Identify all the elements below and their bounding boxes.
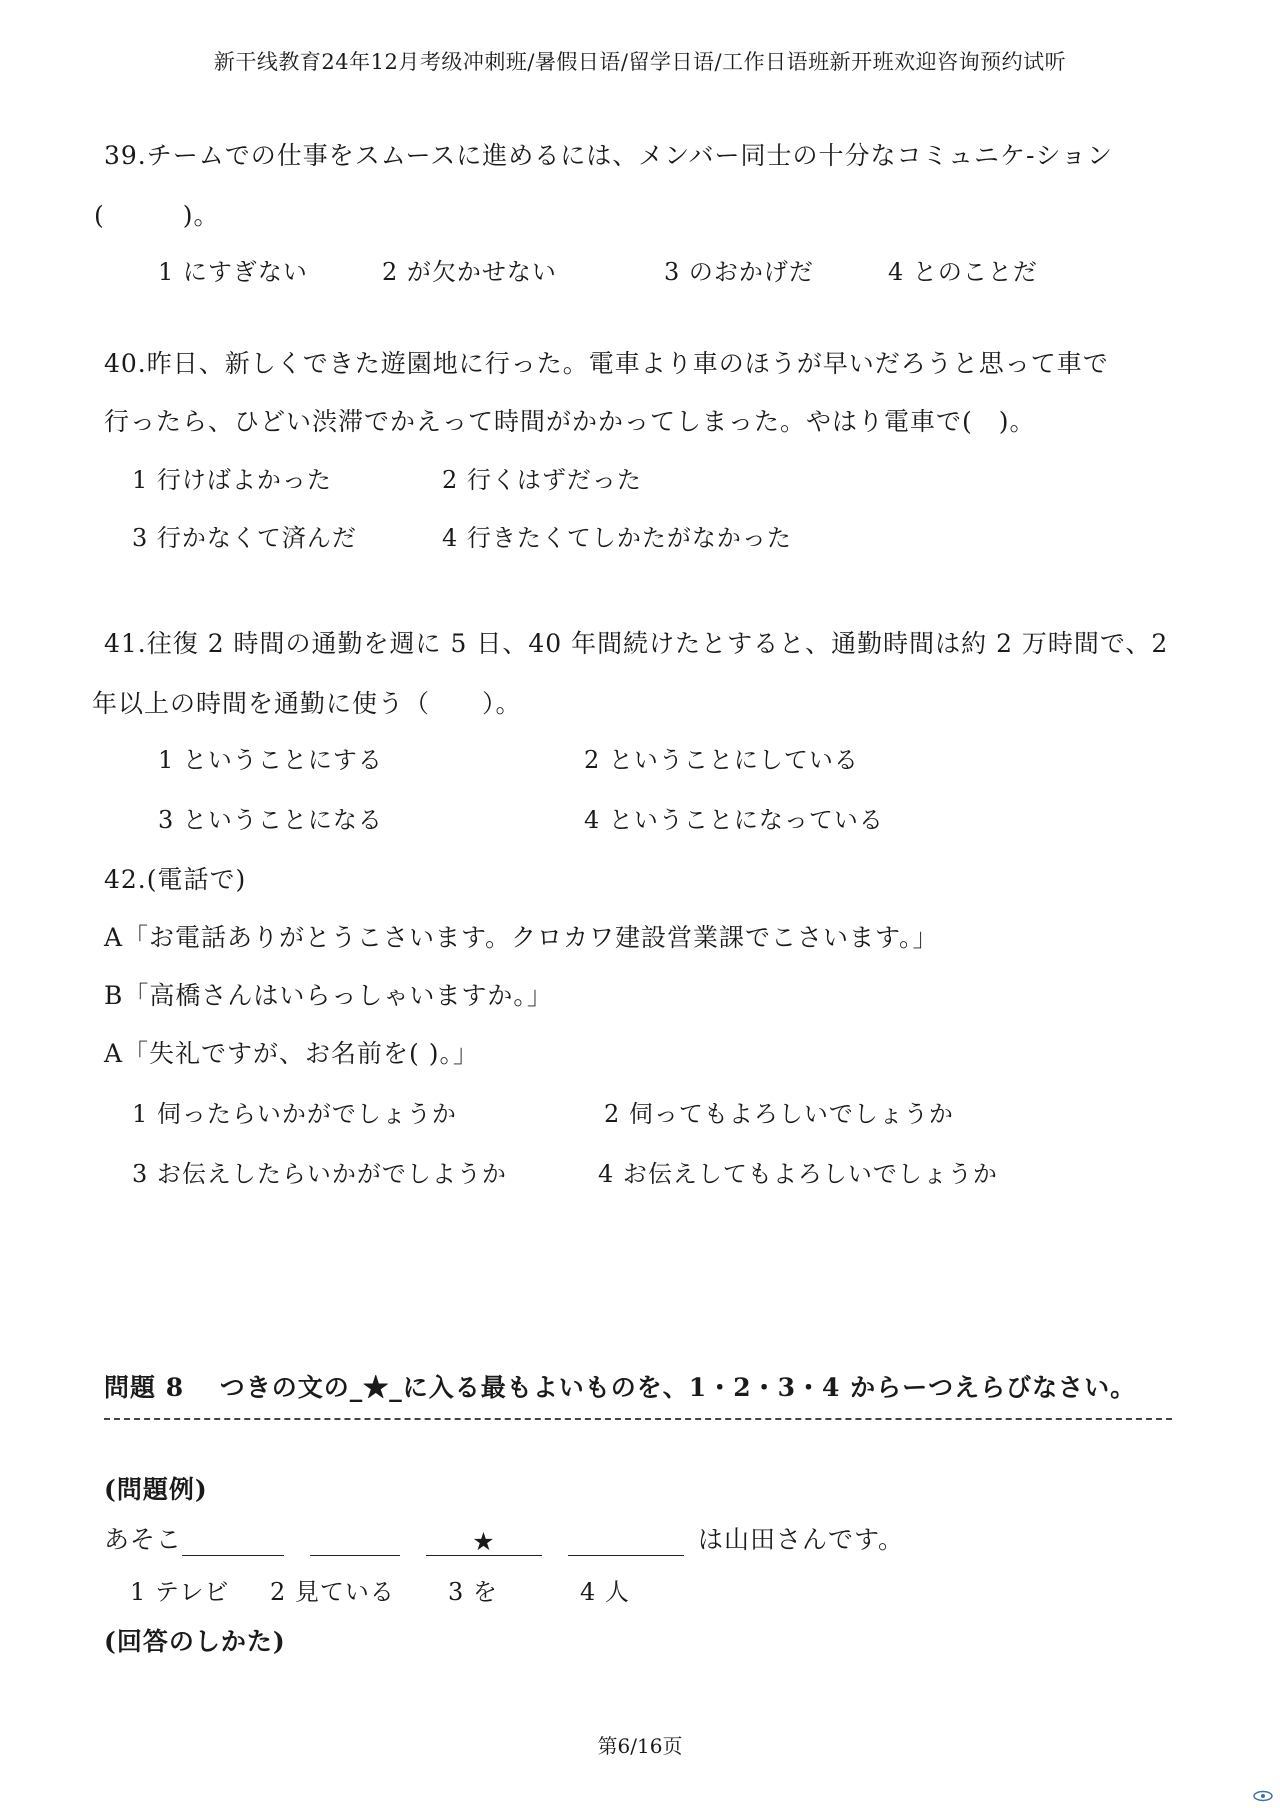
q41-text-line2: 年以上の時間を通勤に使う（ ）。: [92, 689, 522, 718]
example-option-2: 2 見ている: [270, 1578, 395, 1606]
blank-2: [310, 1529, 400, 1556]
example-sentence: [104, 1520, 904, 1556]
page-number: 第6/16页: [597, 1734, 683, 1758]
q39-option-4: 4 とのことだ: [888, 258, 1038, 286]
q40-text-line2: 行ったら、ひどい渋滞でかえって時間がかかってしまった。やはり電車で( )。: [104, 407, 1036, 436]
q39-option-3: 3 のおかげだ: [664, 258, 814, 286]
answer-method-label: (回答のしかた): [104, 1627, 286, 1656]
q41-option-2: 2 ということにしている: [584, 746, 859, 774]
watermark-logo-icon: [1252, 1790, 1274, 1802]
blank-4: [568, 1529, 684, 1556]
q40-option-1: 1 行けばよかった: [132, 466, 332, 494]
q42-option-3: 3 お伝えしたらいかがでしようか: [132, 1160, 507, 1188]
example-option-4: 4 人: [580, 1578, 630, 1606]
example-option-3: 3 を: [448, 1578, 498, 1606]
example-label: (問題例): [104, 1475, 208, 1504]
q42-option-2: 2 伺ってもよろしいでしょうか: [604, 1100, 954, 1128]
q42-line-a1: A「お電話ありがとうこさいます。クロカワ建設営業課でこさいます。」: [104, 923, 939, 952]
q42-line-a2: A「失礼ですが、お名前を( )。」: [104, 1039, 480, 1068]
q42-line-b: B「高橋さんはいらっしゃいますか。」: [104, 981, 553, 1010]
blank-1: [182, 1529, 284, 1556]
example-option-1: 1 テレビ: [130, 1578, 230, 1606]
blank-3-star: [426, 1529, 542, 1556]
q40-option-2: 2 行くはずだった: [442, 466, 642, 494]
q40-option-4: 4 行きたくてしかたがなかった: [442, 524, 792, 552]
q39-option-1: 1 にすぎない: [158, 258, 308, 286]
q39-option-2: 2 が欠かせない: [382, 258, 557, 286]
star-icon: ★: [472, 1527, 496, 1556]
q41-option-3: 3 ということになる: [158, 806, 383, 834]
q40-option-3: 3 行かなくて済んだ: [132, 524, 357, 552]
section-divider: [104, 1418, 1172, 1420]
q42-option-1: 1 伺ったらいかがでしょうか: [132, 1100, 457, 1128]
mondai8-heading: 問題 8 つきの文の_★_に入る最もよいものを、1・2・3・4 からーつえらびなさい。: [104, 1373, 1137, 1402]
q39-text-line1: 39.チームでの仕事をスムースに進めるには、メンバー同士の十分なコミュニケ-ション: [104, 141, 1113, 170]
q41-text-line1: 41.往復 2 時間の通勤を週に 5 日、40 年間続けたとすると、通勤時間は約 2 万時間で、2: [104, 629, 1169, 658]
q39-text-line2: ( )。: [94, 201, 220, 230]
q42-title: 42.(電話で): [104, 865, 247, 894]
page-header: 新干线教育24年12月考级冲刺班/暑假日语/留学日语/工作日语班新开班欢迎咨询预约试听: [213, 50, 1067, 74]
q41-option-1: 1 ということにする: [158, 746, 383, 774]
example-prefix: あそこ: [104, 1525, 183, 1554]
q40-text-line1: 40.昨日、新しくできた遊園地に行った。電車より車のほうが早いだろうと思って車で: [104, 349, 1109, 378]
example-suffix: は山田さんです。: [698, 1525, 905, 1554]
q41-option-4: 4 ということになっている: [584, 806, 884, 834]
q42-option-4: 4 お伝えしてもよろしいでしょうか: [598, 1160, 998, 1188]
